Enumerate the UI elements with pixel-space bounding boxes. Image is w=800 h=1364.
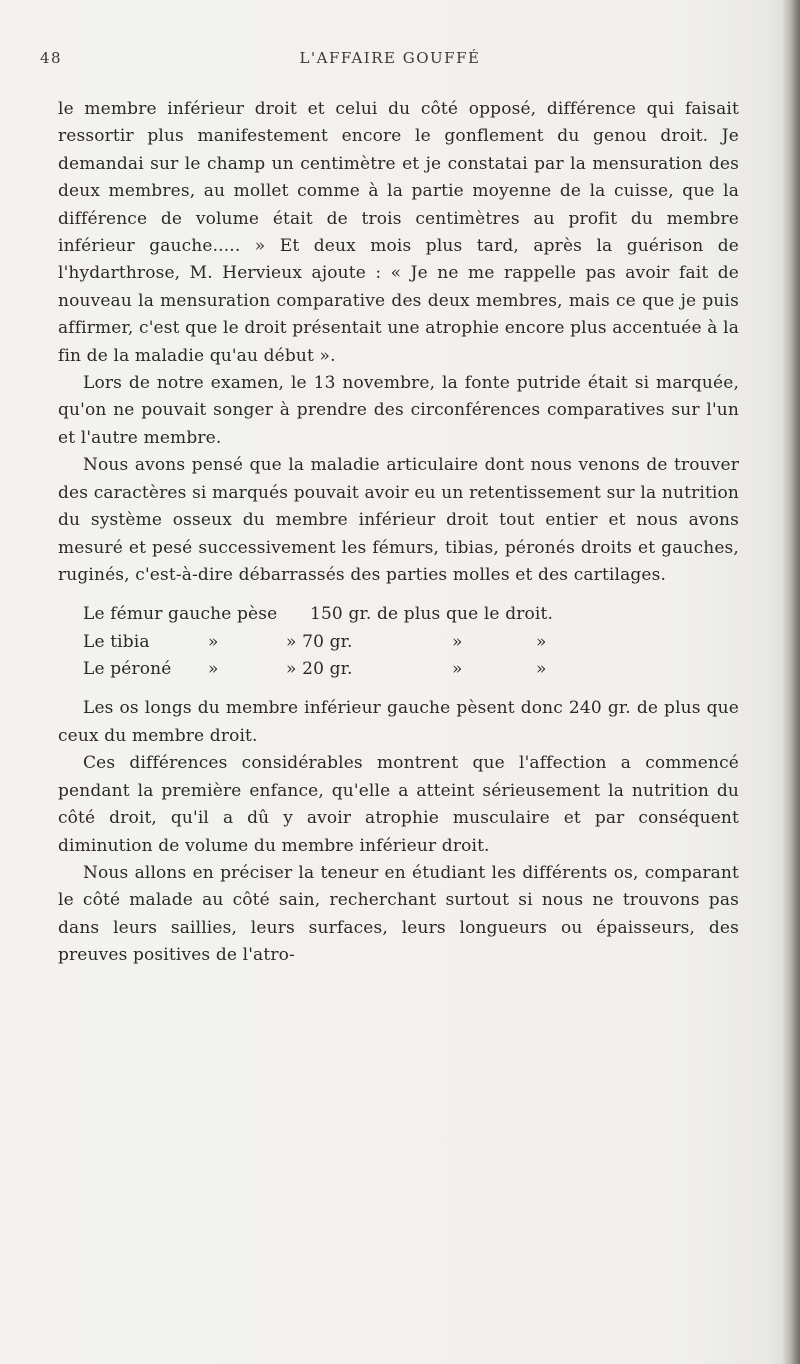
page-header: [40, 49, 740, 73]
ditto-mark: »: [208, 659, 219, 680]
page-gutter-shadow: [782, 0, 800, 1364]
measure-mass: » 70 gr.: [286, 631, 353, 652]
page-number: 48: [40, 49, 63, 67]
ditto-mark: »: [536, 659, 547, 680]
measure-mass: 150 gr. de plus que le droit.: [310, 604, 554, 625]
ditto-mark: »: [208, 631, 219, 652]
measure-label: Le péroné: [83, 659, 172, 680]
running-title: L'AFFAIRE GOUFFÉ: [299, 49, 481, 67]
ditto-mark: »: [452, 659, 463, 680]
measure-label: Le fémur gauche pèse: [83, 604, 278, 625]
paragraph: Lors de notre examen, le 13 novembre, la fonte putride était si marquée, qu'on ne pouvait songer à prendre des circonférences comparatives sur l'un et l'autre membre.: [58, 373, 739, 448]
paragraph: Ces différences considérables montrent que l'affection a commencé pendant la première enfance, qu'elle a atteint sérieusement la nutrition du côté droit, qu'il a dû y avoir atrophie musculaire et par conséquent diminution de volume du membre inférieur droit.: [58, 753, 739, 856]
measure-mass: » 20 gr.: [286, 659, 353, 680]
measure-label: Le tibia: [83, 631, 150, 652]
ditto-mark: »: [452, 631, 463, 652]
paragraph: Nous avons pensé que la maladie articulaire dont nous venons de trouver des caractères si marqués pouvait avoir eu un retentissement sur la nutrition du système osseux du membre inférieur droit tout entier et nous avons mesuré et pesé successivement les fémurs, tibias, péronés droits et gauches, ruginés, c'est-à-dire débarrassés des parties molles et des cartilages.: [58, 455, 739, 585]
ditto-mark: »: [536, 631, 547, 652]
measure-row-perone: [58, 656, 739, 683]
bone-weight-list: [58, 601, 739, 683]
paragraph: Nous allons en préciser la teneur en étudiant les différents os, comparant le côté malade au côté sain, recherchant surtout si nous ne trouvons pas dans leurs saillies, leurs surfaces, leurs longueurs ou épaisseurs, des preuves positives de l'atro-: [58, 862, 739, 966]
measure-row-tibia: [58, 629, 739, 656]
body-text: [58, 96, 739, 970]
paragraph-continued: le membre inférieur droit et celui du côté opposé, différence qui faisait ressortir plus manifestement encore le gonflement du genou droit. Je demandai sur le champ un centimètre et je constatai par la mensuration des deux membres, au mollet comme à la partie moyenne de la cuisse, que la différence de volume était de trois centimètres au profit du membre inférieur gauche..... » Et deux mois plus tard, après la guérison de l'hydarthrose, M. Hervieux ajoute : « Je ne me rappelle pas avoir fait de nouveau la mensuration comparative des deux membres, mais ce que je puis affirmer, c'est que le droit présentait une atrophie encore plus accentuée à la fin de la maladie qu'au début ».: [58, 99, 739, 366]
measure-row-femur: [58, 601, 739, 628]
paragraph: Les os longs du membre inférieur gauche pèsent donc 240 gr. de plus que ceux du membre droit.: [58, 698, 739, 746]
